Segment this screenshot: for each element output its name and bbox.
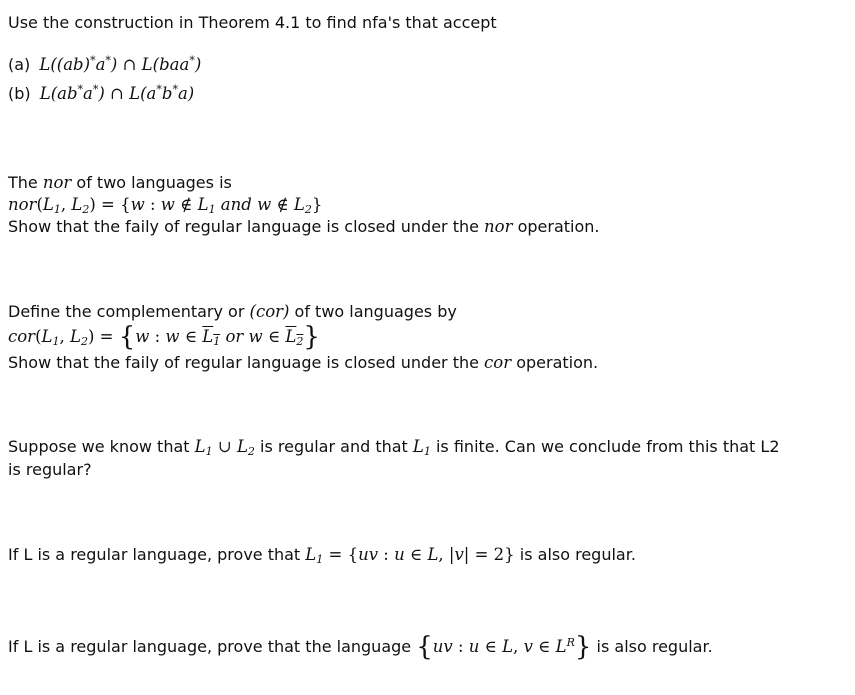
part-a-expression: L((ab)*a*) ∩ L(baa*) [39,54,202,74]
problem-1-part-b [8,79,194,105]
l1-symbol: $L_1$ [412,437,431,458]
problem-5-expression: $L_1 = \{uv$ : u ∈ L, |v| = 2} [305,545,515,566]
problem-2-line-3: Show that the faily of regular language is closed under the nor operation. [8,217,600,236]
problem-4-line-1: Suppose we know that $L_1$ ∪ $L_2$ is regular and that $L_1$ is finite. Can we conclude from this that L2 [8,437,780,458]
problem-2-line-1: The nor of two languages is [8,173,232,192]
problem-6: If L is a regular language, prove that the language {uv : u ∈ L, v ∈ $L^R$} is also regular. [8,632,713,662]
union-expression: $L_1$ ∪ $L_2$ [194,437,255,458]
cor-definition: $cor(L_1$, $L_2) = \{w$ : w ∈ $L_1$ or w ∈ $L_2$} [8,322,320,352]
problem-4-line-2: is regular? [8,460,92,479]
nor-definition: $nor(L_1$, $L_2) = \{w$ : w ∉ $L_1$ and w ∉ $L_2$} [8,195,323,216]
part-a-label: (a) [8,55,31,74]
problem-5: If L is a regular language, prove that $L_1 = \{uv$ : u ∈ L, |v| = 2} is also regular. [8,545,636,566]
problem-1-part-a [8,50,201,76]
problem-6-expression: {uv : u ∈ L, v ∈ $L^R$} [416,632,592,662]
problem-3-line-1: Define the complementary or (cor) of two languages by [8,302,457,321]
problem-3-line-3: Show that the faily of regular language is closed under the cor operation. [8,353,599,372]
problem-1-intro: Use the construction in Theorem 4.1 to find nfa's that accept [8,13,497,32]
part-b-label: (b) [8,84,31,103]
part-b-expression: L(ab*a*) ∩ L(a*b*a) [39,83,195,103]
